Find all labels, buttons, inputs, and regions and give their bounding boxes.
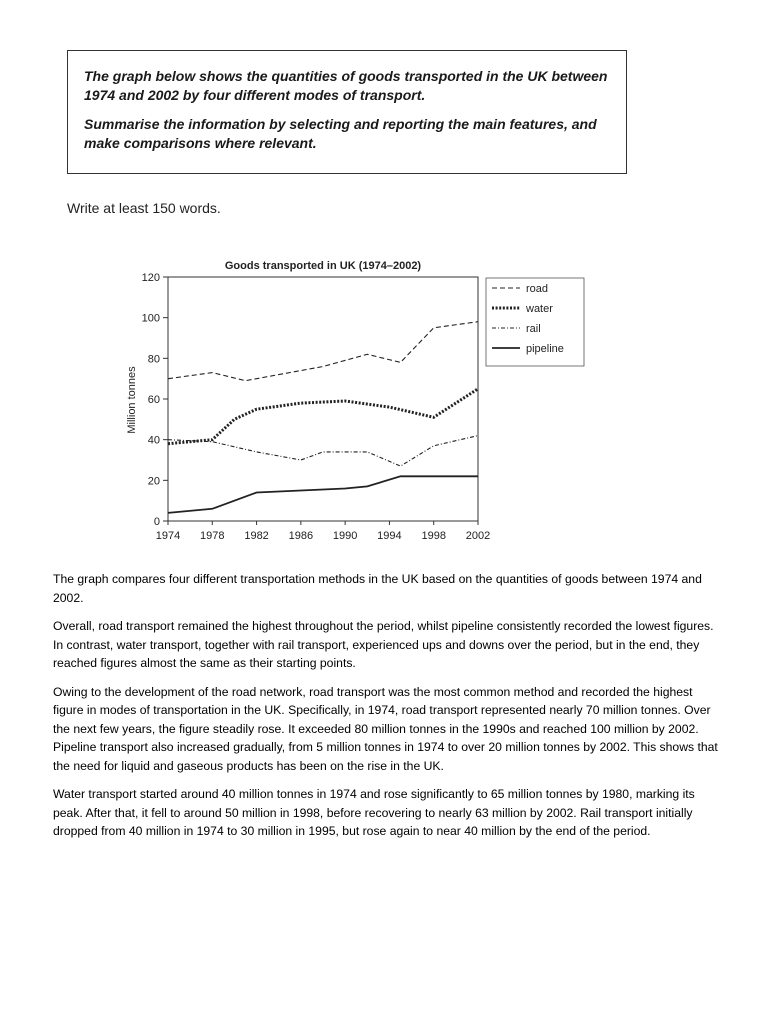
essay-paragraph-introduction: The graph compares four different transportation methods in the UK based on the quantities of goods between 1974 and 2002. [53, 572, 702, 605]
y-tick-label: 60 [147, 394, 160, 406]
series-line-water [168, 389, 478, 444]
y-tick-label: 40 [147, 434, 160, 447]
x-tick-label: 1978 [200, 530, 225, 542]
task-instruction-text: Summarise the information by selecting and reporting the main features, and make comparisons where relevant. [84, 116, 597, 151]
chart-title: Goods transported in UK (1974–2002) [224, 260, 422, 272]
x-tick-label: 1986 [288, 530, 314, 542]
legend-label-road: road [526, 283, 549, 295]
essay-paragraph-body-2: Water transport started around 40 million tonnes in 1974 and rose significantly to 65 million tonnes by 1980, marking its peak. After that, it fell to around 50 million in 1998, before recovering to nearly 63 million by 2002. Rail transport initially dropped from 40 million in 1974 to 30 million in 1995, but rose again to near 40 million by the end of the period. [53, 787, 695, 838]
x-tick-label: 1994 [377, 530, 402, 542]
chart-series [168, 322, 478, 513]
y-axis-ticks [142, 272, 168, 528]
task-prompt-box [67, 50, 627, 174]
task-prompt-text: The graph below shows the quantities of goods transported in the UK between 1974 and 2002 by four different modes of transport. [84, 68, 608, 103]
y-tick-label: 80 [147, 353, 160, 366]
y-tick-label: 0 [153, 516, 160, 528]
x-axis-ticks [156, 521, 490, 542]
essay-paragraph-body-1: Owing to the development of the road network, road transport was the most common method and recorded the highest figure in modes of transportation in the UK. Specifically, in 1974, road transport represented nearly 70 million tonnes. Over the next few years, the figure steadily rose. It exceeded 80 million tonnes in the 1990s and reached 100 million by 2002. Pipeline transport also increased gradually, from 5 million tonnes in 1974 to over 20 million tonnes by 2002. This shows that the need for liquid and gaseous products has been on the rise in the UK. [53, 684, 718, 773]
y-tick-label: 120 [141, 272, 160, 284]
y-axis-label: Million tonnes [126, 366, 138, 434]
word-count-instruction: Write at least 150 words. [67, 200, 221, 216]
series-line-pipeline [168, 476, 478, 513]
legend-label-water: water [526, 303, 553, 315]
y-tick-label: 20 [147, 475, 160, 488]
x-tick-label: 1990 [332, 530, 358, 542]
legend-label-pipeline: pipeline [526, 343, 564, 355]
x-tick-label: 1974 [155, 530, 181, 542]
x-tick-label: 1982 [244, 530, 269, 542]
plot-area-frame [168, 277, 478, 521]
essay-paragraph-overview: Overall, road transport remained the highest throughout the period, whilst pipeline consistently recorded the lowest figures. In contrast, water transport, together with rail transport, experienced ups and downs over the period, but in the end, they reached figures almost the same as their starting points. [53, 619, 714, 670]
series-line-rail [168, 436, 478, 467]
x-tick-label: 1998 [421, 530, 446, 542]
line-chart [110, 250, 564, 550]
chart-legend [486, 278, 584, 366]
legend-label-rail: rail [526, 323, 541, 335]
essay-body [53, 570, 723, 851]
series-line-road [168, 322, 478, 381]
chart-axes [168, 277, 478, 521]
y-tick-label: 100 [141, 312, 160, 325]
x-tick-label: 2002 [465, 530, 491, 542]
